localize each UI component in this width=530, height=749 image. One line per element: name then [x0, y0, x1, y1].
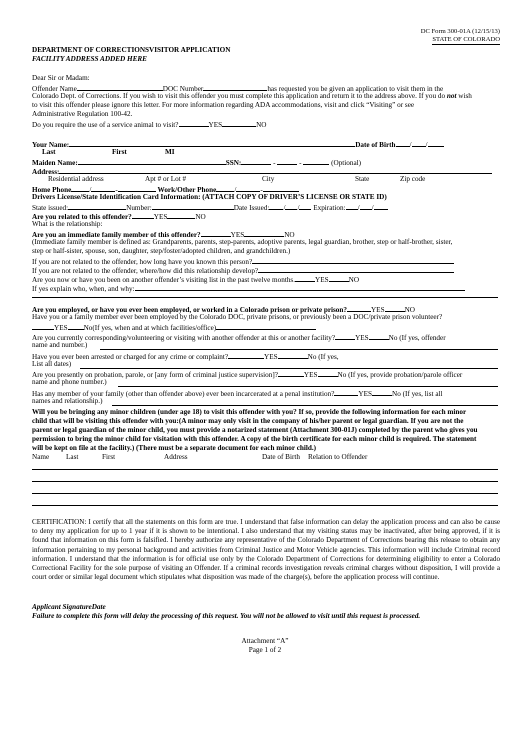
- q4-yes-field[interactable]: [228, 351, 264, 359]
- your-name-label: Your Name:: [32, 141, 70, 149]
- related-no-field[interactable]: [167, 211, 195, 219]
- yes-label: YES: [315, 276, 329, 284]
- related-yes-field[interactable]: [132, 211, 154, 219]
- minor-row-2[interactable]: [32, 481, 498, 482]
- dob-month[interactable]: [396, 139, 410, 147]
- q5-followup-2: name and phone number.): [32, 378, 107, 386]
- state-label: STATE OF COLORADO: [432, 36, 500, 43]
- work-phone-area[interactable]: [216, 184, 234, 192]
- phone-line: Home Phone / - Work/Other Phone / -: [32, 184, 299, 195]
- yes-label: YES: [153, 213, 168, 221]
- date-issued-month[interactable]: [269, 202, 283, 210]
- no-label: NO: [256, 121, 267, 129]
- q6-question: Has any member of your family (other than offender above) ever been incarcerated at a penal institution?: [32, 390, 335, 398]
- q3-question: Are you currently corresponding/volunteering or visiting with another offender at this or another facility?: [32, 334, 336, 342]
- minors-text-3: parent or legal guardian of the minor child, you must provide a notarized statement (Attachment 300-01J) completed by the parent who gives you: [32, 426, 478, 434]
- q1-yes-field[interactable]: [347, 304, 371, 312]
- mi-label: MI: [165, 148, 175, 156]
- state-field-label: State: [355, 175, 370, 183]
- state-issued-field[interactable]: [68, 202, 126, 210]
- q3-line: [32, 332, 446, 343]
- signature-label: Applicant Signature: [32, 603, 92, 611]
- relationship-label: What is the relationship:: [32, 220, 103, 228]
- ssn-part1[interactable]: [241, 157, 271, 165]
- minor-row-4[interactable]: [32, 505, 498, 506]
- explain-field[interactable]: [135, 283, 465, 291]
- immediate-question: Are you an immediate family member of this offender?: [32, 231, 201, 239]
- dob-label: Date of Birth: [355, 141, 396, 149]
- other-list-no-field[interactable]: [329, 274, 349, 282]
- state-issued-label: State issued:: [32, 204, 69, 212]
- signature-line: [32, 603, 106, 612]
- q2-no-field[interactable]: [68, 322, 84, 330]
- service-animal-no-field[interactable]: [222, 119, 256, 127]
- q4-followup-2: List all dates): [32, 360, 72, 368]
- last-label: Last: [42, 148, 56, 156]
- salutation: Dear Sir or Madam:: [32, 74, 90, 82]
- your-name-field[interactable]: [69, 139, 355, 147]
- yes-label: YES: [208, 121, 223, 129]
- other-list-question: Are you now or have you been on another offender’s visiting list in the past twelve months.: [32, 276, 296, 284]
- q1-question: Are you employed, or have you ever been employed, or worked in a Colorado prison or private prison?: [32, 306, 347, 314]
- dob-day[interactable]: [412, 139, 426, 147]
- immediate-definition-1: (Immediate family member is defined as: Grandparents, parents, step-parents, adoptive parents, legal guardian, brother, step or half-brother, sister,: [32, 238, 453, 246]
- expiration-year[interactable]: [374, 202, 388, 210]
- apt-label: Apt # or Lot #: [145, 175, 187, 183]
- certification-text: CERTIFICATION: I certify that all the statements on this form are true. I understand that false information can delay the application process and can also be cause to deny my application for up to 1 year if it is shown to be intentional. I also understand that my visiting status may be inactivated, after being approved, if it is found that information on this form is falsified. I hereby authorize any representative of the Colorado Department of Corrections bearing this release to obtain any information pertaining to my personal background and activities from Criminal Justice and Motor Vehicle agencies. This information will include Criminal record information. I understand that the information is for official use only by the Colorado Department of Corrections for determining eligibility to enter a Colorado Correctional Facility for the sole purpose of visiting an Offender. If a criminal records investigation reveals criminal charges without disposition, I will provide a court order or similar legal document which stipulates what disposition was made of the charge(s), before the application process will continue.: [32, 518, 500, 582]
- q4-followup: No (If yes,: [307, 353, 339, 361]
- yes-label: YES: [355, 334, 369, 342]
- minors-text-4: permission to bring the minor child for visitation with this offender. A copy of the birth certificate for each minor child is required. The statement: [32, 435, 477, 443]
- q3-followup-2: name and number.): [32, 341, 88, 349]
- minor-col-address: Address: [164, 453, 188, 461]
- offender-name-label: Offender Name: [32, 85, 77, 93]
- date-issued-label: Date Issued:: [233, 204, 270, 212]
- expiration-day[interactable]: [360, 202, 372, 210]
- q1-no-field[interactable]: [385, 304, 405, 312]
- service-animal-yes-field[interactable]: [179, 119, 209, 127]
- no-label: NO: [195, 213, 206, 221]
- yes-label: YES: [358, 390, 373, 398]
- q2-facilities-field[interactable]: [216, 322, 316, 330]
- q2-followup: No(If yes, when and at which facilities/office): [83, 324, 217, 332]
- dl-header: Drivers License/State Identification Card Information: (ATTACH COPY OF DRIVER’S LICENSE OR STATE ID): [32, 193, 387, 201]
- residential-label: Residential address: [48, 175, 104, 183]
- immediate-yes-field[interactable]: [201, 229, 231, 237]
- home-phone-area[interactable]: [71, 184, 89, 192]
- dl-line: State issued: Number: Date Issued: / / Expiration: / /: [32, 202, 388, 213]
- expiration-month[interactable]: [346, 202, 358, 210]
- date-issued-year[interactable]: [299, 202, 311, 210]
- q3-followup: No (If yes, offender: [388, 334, 446, 342]
- minor-col-name: Name: [32, 453, 50, 461]
- immediate-no-field[interactable]: [244, 229, 284, 237]
- date-label: Date: [91, 603, 106, 611]
- minors-text-2: child that will be visiting this offender with you:(A minor may only visit in the company of his/her parent or legal guardian. If you are not the: [32, 417, 464, 425]
- zip-label: Zip code: [400, 175, 426, 183]
- intro-line-4: Administrative Regulation 100-42.: [32, 110, 133, 118]
- q5-no-field[interactable]: [318, 369, 338, 377]
- first-label: First: [112, 148, 127, 156]
- ssn-part3[interactable]: [303, 157, 329, 165]
- attachment-label: Attachment “A”: [241, 637, 289, 645]
- dl-number-label: Number:: [126, 204, 152, 212]
- optional-label: (Optional): [331, 159, 362, 167]
- q3-no-field[interactable]: [369, 332, 389, 340]
- yes-label: YES: [230, 231, 245, 239]
- minor-row-1[interactable]: [32, 469, 498, 470]
- maiden-field[interactable]: [78, 157, 226, 165]
- intro-not: not: [446, 92, 457, 100]
- warning-text: Failure to complete this form will delay the processing of this request. You will not be allowed to visit until this request is processed.: [32, 612, 421, 620]
- no-label: NO: [404, 306, 415, 314]
- q6-answer-line[interactable]: [112, 405, 498, 406]
- q5-question: Are you presently on probation, parole, or [any form of criminal justice supervision]?: [32, 371, 278, 379]
- explain-label: If yes explain who, when, and why:: [32, 285, 135, 293]
- dob-year[interactable]: [428, 139, 444, 147]
- yes-label: YES: [264, 353, 278, 361]
- q6-followup-2: names and relationship.): [32, 397, 103, 405]
- yes-label: YES: [303, 371, 318, 379]
- q6-no-field[interactable]: [372, 388, 392, 396]
- yes-label: YES: [370, 306, 385, 314]
- date-issued-day[interactable]: [285, 202, 297, 210]
- how-develop-question: If you are not related to the offender, where/how did this relationship develop?: [32, 267, 259, 275]
- intro-text-1: has requested you be given an application to visit them in the: [267, 85, 444, 93]
- q4-question: Have you ever been arrested or charged for any crime or complaint?: [32, 353, 229, 361]
- explain-extra-line[interactable]: [32, 297, 498, 298]
- explain-line: [32, 283, 465, 294]
- service-animal-line: [32, 119, 266, 130]
- no-label: NO: [348, 276, 360, 284]
- doc-number-label: DOC Number: [162, 85, 204, 93]
- q3-yes-field[interactable]: [335, 332, 355, 340]
- minor-row-3[interactable]: [32, 493, 498, 494]
- work-phone-label: Work/Other Phone: [157, 186, 217, 194]
- maiden-label: Maiden Name:: [32, 159, 78, 167]
- minors-text-1: Will you be bringing any minor children (under age 18) to visit this offender with you? If so, provide the following information for each minor: [32, 408, 467, 416]
- q3-answer-line[interactable]: [100, 349, 498, 350]
- q5-answer-line[interactable]: [118, 386, 498, 387]
- maiden-line: Maiden Name: SSN: - - (Optional): [32, 159, 362, 167]
- doc-number-field[interactable]: [203, 83, 267, 91]
- form-number: DC Form 300-01A (12/15/13): [420, 28, 500, 35]
- immediate-definition-2: step or half-sister, spouse, son, daughter, step/foster/adopted children, and grandchildren.): [32, 247, 291, 255]
- minor-col-dob: Date of Birth: [262, 453, 300, 461]
- q5-yes-field[interactable]: [278, 369, 304, 377]
- how-long-question: If you are not related to the offender, how long have you known this person?: [32, 258, 253, 266]
- q2-yes-field[interactable]: [32, 322, 54, 330]
- facility-address: FACILITY ADDRESS ADDED HERE: [32, 55, 147, 63]
- dl-number-field[interactable]: [152, 202, 234, 210]
- minor-col-relation: Relation to Offender: [308, 453, 368, 461]
- home-phone-number[interactable]: [118, 184, 156, 192]
- intro-wish: wish: [456, 92, 472, 100]
- q6-followup: No (If yes, list all: [392, 390, 443, 398]
- work-phone-prefix[interactable]: [236, 184, 260, 192]
- q5-followup: No (If yes, provide probation/parole officer: [337, 371, 463, 379]
- address-label: Address:: [32, 168, 60, 176]
- other-list-yes-field[interactable]: [295, 274, 315, 282]
- offender-name-field[interactable]: [77, 83, 163, 91]
- how-develop-field[interactable]: [258, 265, 454, 273]
- expiration-label: Expiration:: [313, 204, 346, 212]
- how-long-field[interactable]: [252, 256, 454, 264]
- minor-col-last: Last: [66, 453, 79, 461]
- home-phone-prefix[interactable]: [91, 184, 115, 192]
- intro-line-3: to visit this offender please ignore this letter. For more information regarding ADA accommodations, visit and click “Visiting” or see: [32, 101, 415, 109]
- city-label: City: [262, 175, 275, 183]
- q4-no-field[interactable]: [278, 351, 308, 359]
- q3c-line: [32, 341, 87, 350]
- related-question: Are you related to this offender?: [32, 213, 132, 221]
- name-line: Your Name: Date of Birth / /: [32, 139, 444, 150]
- form-title: DEPARTMENT OF CORRECTIONSVISITOR APPLICATION: [32, 46, 231, 54]
- no-label: NO: [284, 231, 295, 239]
- work-phone-number[interactable]: [263, 184, 299, 192]
- ssn-part2[interactable]: [277, 157, 297, 165]
- q4-line: [32, 351, 339, 362]
- page-number: Page 1 of 2: [248, 646, 282, 654]
- intro-text-2: Colorado Dept. of Corrections. If you wish to visit this offender you must complete this application and return it to the address above. If you do: [32, 92, 447, 100]
- ssn-label: SSN:: [225, 159, 242, 167]
- service-animal-question: Do you require the use of a service animal to visit?: [32, 121, 179, 129]
- home-phone-label: Home Phone: [32, 186, 72, 194]
- yes-label: YES: [54, 324, 68, 332]
- minors-text-5: will be kept on file at the facility.) (There must be a separate document for each minor child.): [32, 444, 317, 452]
- minor-col-first: First: [102, 453, 116, 461]
- q2-question: Have you or a family member ever been employed by the Colorado DOC, private prisons, or previously been a DOC/private prison volunteer?: [32, 313, 443, 321]
- q6-yes-field[interactable]: [334, 388, 358, 396]
- intro-line-2: [32, 92, 472, 101]
- address-field[interactable]: [59, 166, 492, 174]
